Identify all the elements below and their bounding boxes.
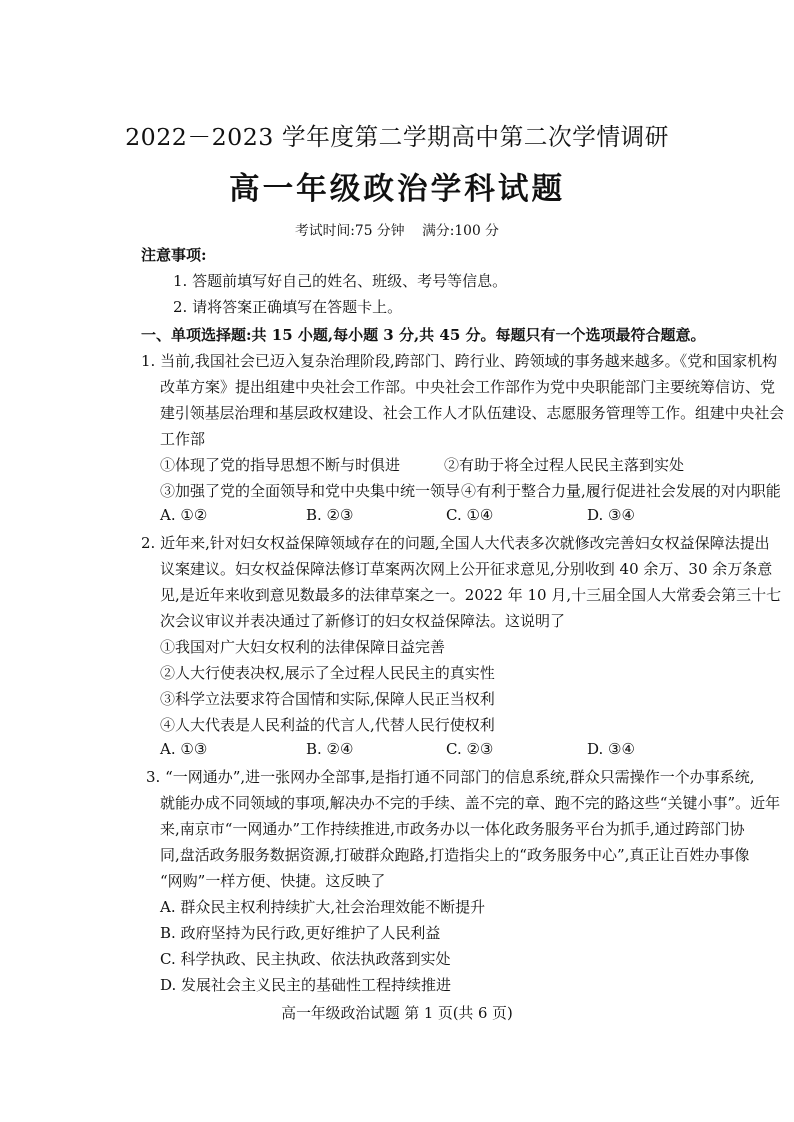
q2-item-4: ④人大代表是人民利益的代言人,代替人民行使权利 xyxy=(160,716,495,734)
q2-item-2: ②人大行使表决权,展示了全过程人民民主的真实性 xyxy=(160,664,495,682)
q2-option-b: B. ②④ xyxy=(306,740,354,758)
notice-item: 2. 请将答案正确填写在答题卡上。 xyxy=(173,298,403,316)
q2-option-a: A. ①③ xyxy=(160,740,208,758)
q3-stem-line: 3. “一网通办”,进一张网办全部事,是指打通不同部门的信息系统,群众只需操作一个办事系统, xyxy=(146,768,755,786)
notice-item: 1. 答题前填写好自己的姓名、班级、考号等信息。 xyxy=(173,272,508,290)
q2-option-d: D. ③④ xyxy=(587,740,635,758)
q2-item-1: ①我国对广大妇女权利的法律保障日益完善 xyxy=(160,638,446,656)
q3-option-b: B. 政府坚持为民行政,更好维护了人民利益 xyxy=(160,924,441,942)
q1-stem-line: 工作部 xyxy=(160,430,206,448)
q2-stem-line: 次会议审议并表决通过了新修订的妇女权益保障法。这说明了 xyxy=(160,612,566,630)
q1-option-a: A. ①② xyxy=(160,506,208,524)
q2-stem-line: 2. 近年来,针对妇女权益保障领域存在的问题,全国人大代表多次就修改完善妇女权益保障法提出 xyxy=(141,534,770,552)
q1-item-3: ③加强了党的全面领导和党中央集中统一领导 xyxy=(160,482,461,500)
q2-stem-line: 议案建议。妇女权益保障法修订草案两次网上公开征求意见,分别收到 40 余万、30 余万条意 xyxy=(160,560,773,578)
q1-item-1: ①体现了党的指导思想不断与时俱进 xyxy=(160,456,401,474)
q1-item-2: ②有助于将全过程人民民主落到实处 xyxy=(444,456,685,474)
section-heading: 一、单项选择题:共 15 小题,每小题 3 分,共 45 分。每题只有一个选项最符合题意。 xyxy=(141,326,706,344)
exam-title-subject: 高一年级政治学科试题 xyxy=(228,171,566,207)
full-score: 满分:100 分 xyxy=(422,223,499,239)
q3-option-c: C. 科学执政、民主执政、依法执政落到实处 xyxy=(160,950,451,968)
q3-option-d: D. 发展社会主义民主的基础性工程持续推进 xyxy=(160,976,452,994)
notice-heading: 注意事项: xyxy=(141,246,207,264)
exam-info xyxy=(0,219,794,239)
q1-stem-line: 改革方案》提出组建中央社会工作部。中央社会工作部作为党中央职能部门主要统筹信访、党 xyxy=(160,378,776,396)
q3-option-a: A. 群众民主权利持续扩大,社会治理效能不断提升 xyxy=(160,898,486,916)
q3-stem-line: 就能办成不同领域的事项,解决办不完的手续、盖不完的章、跑不完的路这些“关键小事”。近年 xyxy=(160,794,781,812)
q3-stem-line: 来,南京市“一网通办”工作持续推进,市政务办以一体化政务服务平台为抓手,通过跨部门协 xyxy=(160,820,745,838)
q3-stem-line: “网购”一样方便、快捷。这反映了 xyxy=(160,872,386,890)
q3-stem-line: 同,盘活政务服务数据资源,打破群众跑路,打造指尖上的“政务服务中心”,真正让百姓办事像 xyxy=(160,846,750,864)
q2-stem-line: 见,是近年来收到意见数最多的法律草案之一。2022 年 10 月,十三届全国人大常委会第三十七 xyxy=(160,586,782,604)
q2-item-3: ③科学立法要求符合国情和实际,保障人民正当权利 xyxy=(160,690,495,708)
page-footer: 高一年级政治试题 第 1 页(共 6 页) xyxy=(281,1005,513,1022)
q1-stem-line: 1. 当前,我国社会已迈入复杂治理阶段,跨部门、跨行业、跨领域的事务越来越多。《党和国家机构 xyxy=(141,352,778,370)
q1-stem-line: 建引领基层治理和基层政权建设、社会工作人才队伍建设、志愿服务管理等工作。组建中央社会 xyxy=(160,404,785,422)
q2-option-c: C. ②③ xyxy=(446,740,494,758)
exam-title-line1: 2022－2023 学年度第二学期高中第二次学情调研 xyxy=(125,123,669,151)
q1-option-c: C. ①④ xyxy=(446,506,494,524)
q1-item-4: ④有利于整合力量,履行促进社会发展的对内职能 xyxy=(461,482,781,500)
exam-time: 考试时间:75 分钟 xyxy=(295,223,405,239)
q1-option-d: D. ③④ xyxy=(587,506,635,524)
q1-option-b: B. ②③ xyxy=(306,506,354,524)
